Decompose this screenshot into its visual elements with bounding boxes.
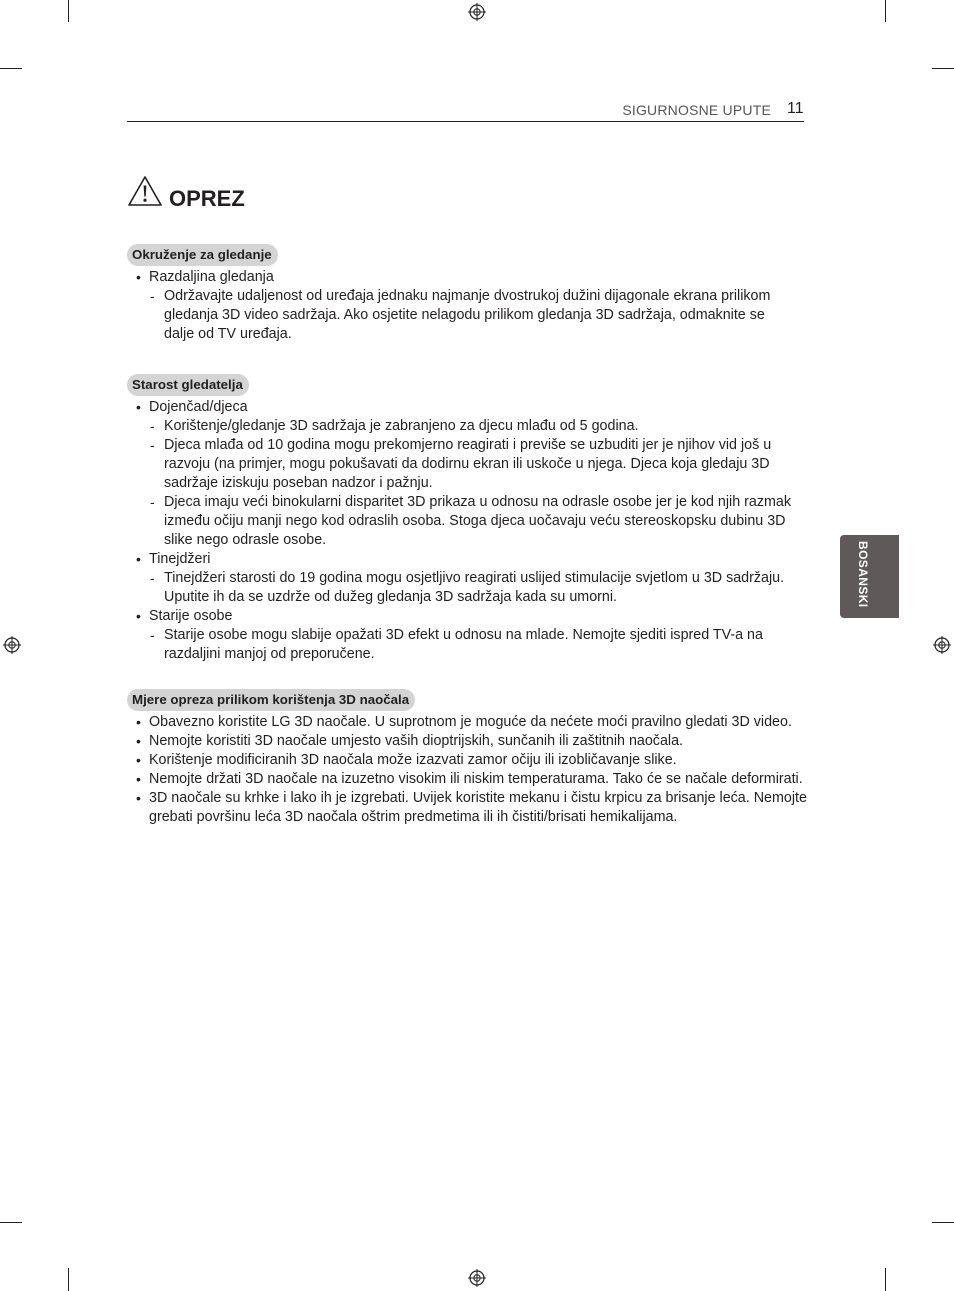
sub-list-line: razvoju (na primjer, mogu pokušavati da dodirnu ekran ili uskoče u njega. Djeca koja gledaju 3D [164,456,770,472]
registration-mark-icon [933,636,951,654]
section-label: Okruženje za gledanje [127,244,278,266]
bullet-mark: • [136,551,141,567]
sub-list-line: gledanja 3D video sadržaja. Ako osjetite nelagodu prilikom gledanja 3D sadržaja, odmaknite se [164,307,765,323]
dash-mark: - [150,288,155,304]
list-item: 3D naočale su krhke i lako ih je izgrebati. Uvijek koristite mekanu i čistu krpicu za brisanje leća. Nemojte [149,790,807,806]
sub-list-line: Starije osobe mogu slabije opažati 3D efekt u odnosu na mlade. Nemojte sjediti ispred TV-a na [164,627,763,643]
bullet-mark: • [136,733,141,749]
list-item: Tinejdžeri [149,551,211,567]
sub-list-line: između očiju manji nego kod odraslih osoba. Stoga djeca uočavaju veću stereoskopsku dubinu 3D [164,513,786,529]
language-side-tab-label: BOSANSKI [856,541,870,608]
sub-list-line: Tinejdžeri starosti do 19 godina mogu osjetljivo reagirati uslijed stimulacije svjetlom u 3D sadržaju. [164,570,785,586]
crop-mark [932,68,954,69]
section-label: Mjere opreza prilikom korištenja 3D naočala [127,689,415,711]
list-item: Nemojte koristiti 3D naočale umjesto vaših dioptrijskih, sunčanih ili zaštitnih naočala. [149,733,684,749]
sub-list-line: Korištenje/gledanje 3D sadržaja je zabranjeno za djecu mlađu od 5 godina. [164,418,639,434]
registration-mark-icon [3,636,21,654]
bullet-mark: • [136,269,141,285]
language-side-tab [840,535,899,618]
bullet-mark: • [136,752,141,768]
dash-mark: - [150,494,155,510]
sub-list-line: Uputite ih da se uzdrže od dužeg gledanja 3D sadržaja kada su umorni. [164,589,618,605]
dash-mark: - [150,627,155,643]
sub-list-line: Djeca mlađa od 10 godina mogu prekomjerno reagirati i previše se uzbuditi jer je njihov vid još u [164,437,772,453]
dash-mark: - [150,437,155,453]
list-item-continuation: grebati površinu leća 3D naočala oštrim predmetima ili ih čistiti/brisati hemikalijama. [149,809,678,825]
list-item: Nemojte držati 3D naočale na izuzetno visokim ili niskim temperaturama. Tako će se načale deformirati. [149,771,803,787]
crop-mark [68,0,69,22]
list-item: Starije osobe [149,608,233,624]
sub-list-line: sadržaje iziskuju poseban nadzor i pažnju. [164,475,433,491]
bullet-mark: • [136,399,141,415]
sub-list-line: razdaljini manjoj od preporučene. [164,646,375,662]
registration-mark-icon [468,1269,486,1287]
sub-list-line: Djeca imaju veći binokularni disparitet 3D prikaza u odnosu na odrasle osobe jer je kod njih razmak [164,494,792,510]
list-item: Obavezno koristite LG 3D naočale. U suprotnom je moguće da nećete moći pravilno gledati 3D video. [149,714,792,730]
dash-mark: - [150,570,155,586]
section-label: Starost gledatelja [127,374,249,396]
registration-mark-icon [468,3,486,21]
bullet-mark: • [136,608,141,624]
sub-list-line: slike nego odrasle osobe. [164,532,327,548]
crop-mark [68,1268,69,1291]
list-item: Razdaljina gledanja [149,269,274,285]
page-title: OPREZ [169,186,245,211]
crop-mark [932,1222,954,1223]
running-header-title: SIGURNOSNE UPUTE [622,102,771,118]
bullet-mark: • [136,714,141,730]
crop-mark [0,1222,22,1223]
list-item: Dojenčad/djeca [149,399,248,415]
warning-triangle-icon [127,175,163,207]
list-item: Korištenje modificiranih 3D naočala može izazvati zamor očiju ili izobličavanje slike. [149,752,677,768]
page-number: 11 [787,100,804,117]
sub-list-line: Održavajte udaljenost od uređaja jednaku najmanje dvostrukoj dužini dijagonale ekrana prilikom [164,288,771,304]
bullet-mark: • [136,790,141,806]
crop-mark [0,68,22,69]
sub-list-line: dalje od TV uređaja. [164,326,292,342]
crop-mark [885,0,886,22]
crop-mark [885,1268,886,1291]
header-rule [127,121,804,122]
dash-mark: - [150,418,155,434]
bullet-mark: • [136,771,141,787]
